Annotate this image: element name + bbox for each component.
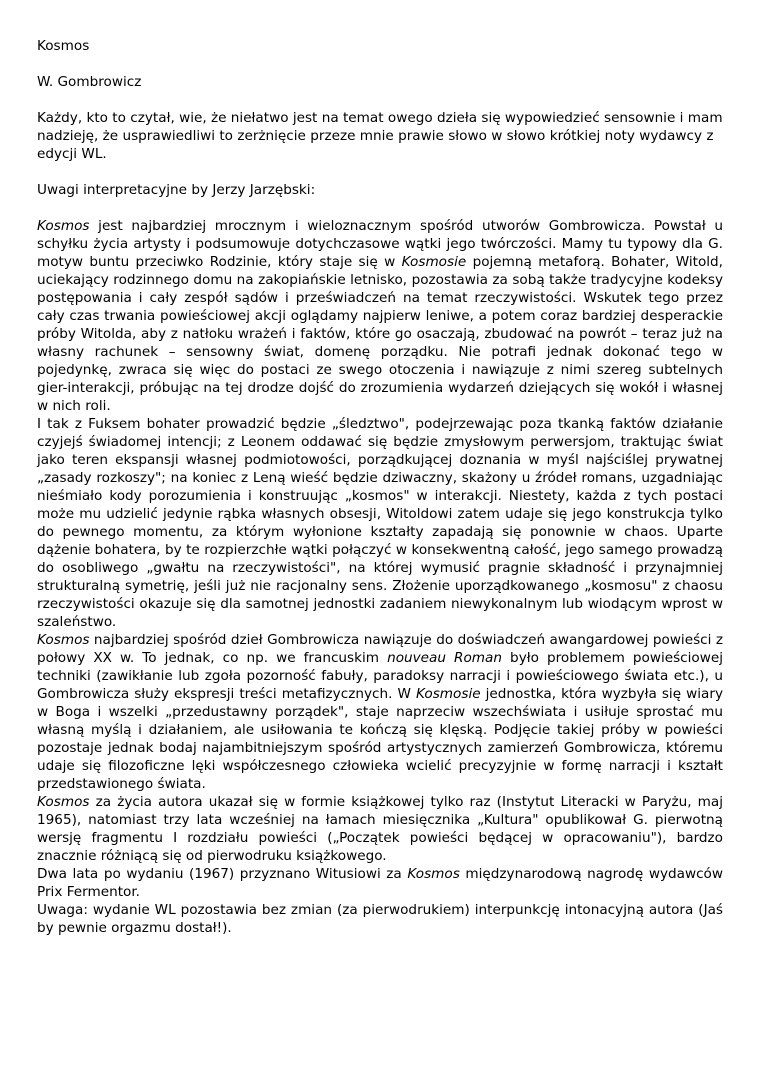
term-italic: nouveau Roman [387,650,502,666]
title-italic: Kosmos [37,794,90,810]
title-italic: Kosmosie [401,254,467,270]
document-page [37,37,723,937]
paragraph-6: Uwaga: wydanie WL pozostawia bez zmian (za pierwodrukiem) interpunkcję intonacyjną autora (Jaś by pewnie orgazmu dostał!). [37,902,723,936]
commentary-heading: Uwagi interpretacyjne by Jerzy Jarzębski: [37,182,316,198]
paragraph-5: Dwa lata po wydaniu (1967) przyznano Witusiowi za Kosmos międzynarodową nagrodę wydawców Prix Fermentor. [37,866,723,900]
paragraph-4: Kosmos za życia autora ukazał się w formie książkowej tylko raz (Instytut Literacki w Paryżu, maj 1965), natomiast trzy lata wcześniej na łamach miesięcznika „Kultura" opublikował G. pierwotną wersję fragmentu I rozdziału powieści („Początek powieści będącej w opracowaniu"), bardzo znacznie różniącą się od pierwodruku książkowego. [37,794,723,864]
title-italic: Kosmos [37,632,90,648]
paragraph-2: I tak z Fuksem bohater prowadzić będzie „śledztwo", podejrzewając poza tkanką faktów działanie czyjejś świadomej intencji; z Leonem oddawać się będzie zmysłowym perwersjom, traktując świat jako teren ekspansji własnej podmiotowości, porządkującej doznania w myśl najściślej prywatnej „zasady rozkoszy"; na koniec z Leną wieść będzie dziwaczny, skażony u źródeł romans, uzgadniając nieśmiało kody porozumienia i konstruując „kosmos" w interakcji. Niestety, każda z tych postaci może mu udzielić jedynie rąbka własnych obsesji, Witoldowi zatem udaje się jego konstrukcja tylko do pewnego momentu, za którym wyłonione kształty zapadają się ponownie w chaos. Uparte dążenie bohatera, by te rozpierzchłe wątki połączyć w konsekwentną całość, jego samego prowadzą do osobliwego „gwałtu na rzeczywistości", na której wymusić pragnie składność i przynajmniej strukturalną symetrię, jeśli już nie racjonalny sens. Złożenie uporządkowanego „kosmosu" z chaosu rzeczywistości okazuje się dla samotnej jednostki zadaniem niewykonalnym lub wiodącym wprost w szaleństwo. [37,416,723,630]
title-italic: Kosmos [37,218,90,234]
title-italic: Kosmos [407,866,460,882]
intro-paragraph: Każdy, kto to czytał, wie, że niełatwo jest na temat owego dzieła się wypowiedzieć sensownie i mam nadzieję, że usprawiedliwi to zerżnięcie przeze mnie prawie słowo w słowo krótkiej noty wydawcy z edycji WL. [37,110,723,162]
paragraph-3: Kosmos najbardziej spośród dzieł Gombrowicza nawiązuje do doświadczeń awangardowej powieści z połowy XX w. To jednak, co np. we francuskim nouveau Roman było problemem powieściowej techniki (zawikłanie lub zgoła pozorność fabuły, paradoksy narracji i powieściowego świata etc.), u Gombrowicza służy ekspresji treści metafizycznych. W Kosmosie jednostka, która wyzbyła się wiary w Boga i wszelki „przedustawny porządek", staje naprzeciw wszechświata i usiłuje sprostać mu własną myślą i działaniem, ale usiłowania te kończą się klęską. Podjęcie takiej próby w powieści pozostaje jednak bodaj najambitniejszym spośród artystycznych zamierzeń Gombrowicza, któremu udaje się filozoficzne lęki współczesnego człowieka wcielić precyzyjnie w formę narracji i kształt przedstawionego świata. [37,632,723,792]
paragraph-1: Kosmos jest najbardziej mrocznym i wieloznacznym spośród utworów Gombrowicza. Powstał u schyłku życia artysty i podsumowuje dotychczasowe wątki jego twórczości. Mamy tu typowy dla G. motyw buntu przeciwko Rodzinie, który staje się w Kosmosie pojemną metaforą. Bohater, Witold, uciekający rodzinnego domu na zakopiańskie letnisko, pozostawia za sobą także tradycyjne kodeksy postępowania i cały zespół sądów i przeświadczeń na temat rzeczywistości. Wskutek tego przez cały czas trwania powieściowej akcji oglądamy najpierw leniwe, a potem coraz bardziej desperackie próby Witolda, aby z natłoku wrażeń i faktów, które go osaczają, zbudować na powrót – teraz już na własny rachunek – sensowny świat, domenę porządku. Nie potrafi jednak dokonać tego w pojedynkę, zwraca się więc do postaci ze swego otoczenia i nawiązuje z nimi szereg subtelnych gier-interakcji, próbując na tej drodze dojść do zrozumienia wydarzeń dziejących się wokół i własnej w nich roli. [37,218,724,414]
author-name: W. Gombrowicz [37,74,142,90]
title-italic: Kosmosie [415,686,481,702]
document-title: Kosmos [37,38,90,54]
